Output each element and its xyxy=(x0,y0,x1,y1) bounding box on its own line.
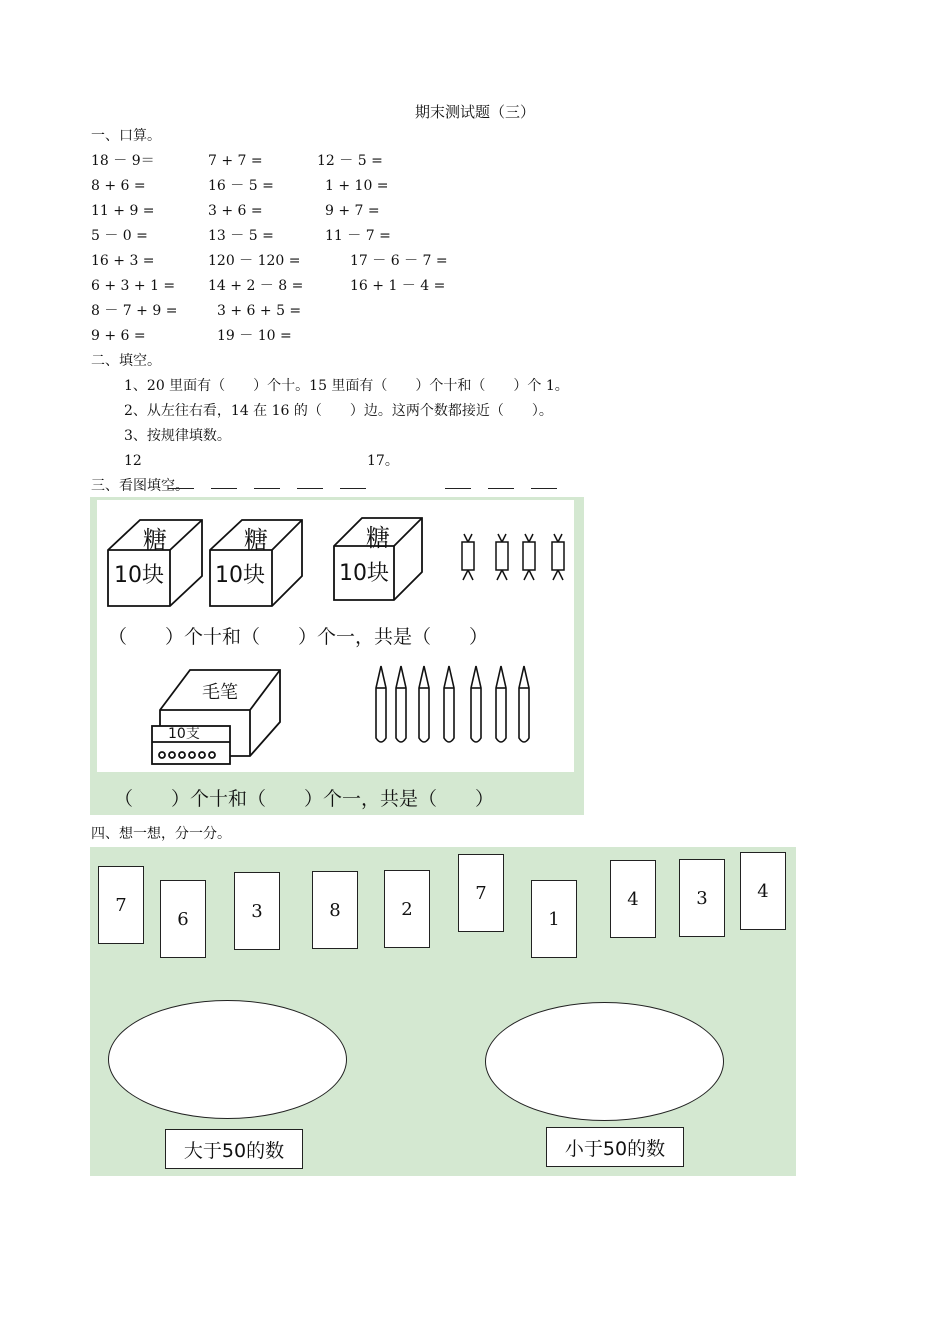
brush-count: 10支 xyxy=(168,726,200,742)
calc-item: 9 + 6 = xyxy=(91,328,146,344)
calc-item: 3 + 6 = xyxy=(208,203,263,219)
greater-than-50-area[interactable] xyxy=(108,1000,347,1119)
candy-char-2: 糖 xyxy=(244,526,268,554)
number-card[interactable]: 7 xyxy=(458,854,504,932)
answer-blank[interactable] xyxy=(297,476,323,489)
sequence-blanks-1 xyxy=(158,455,383,493)
calc-item: 120 － 120 = xyxy=(208,253,301,269)
calc-item: 16 + 3 = xyxy=(91,253,155,269)
loose-brushes xyxy=(376,666,529,742)
number-card[interactable]: 2 xyxy=(384,870,430,948)
less-than-50-area[interactable] xyxy=(485,1002,724,1121)
sequence-start: 12 xyxy=(124,453,142,469)
greater-than-50-label: 大于50的数 xyxy=(165,1129,303,1169)
answer-blank[interactable] xyxy=(211,476,237,489)
calc-item: 8 + 6 = xyxy=(91,178,146,194)
answer-blank[interactable] xyxy=(488,476,514,489)
picture-answer-line-2[interactable]: （ ）个十和（ ）个一，共是（ ） xyxy=(114,788,495,810)
number-card[interactable]: 6 xyxy=(160,880,206,958)
calc-item: 19 － 10 = xyxy=(217,328,292,344)
sequence-blanks-2 xyxy=(435,455,574,493)
calc-item: 7 + 7 = xyxy=(208,153,263,169)
page-title: 期末测试题（三） xyxy=(414,103,535,121)
calc-item: 6 + 3 + 1 = xyxy=(91,278,176,294)
calc-item: 17 － 6 － 7 = xyxy=(350,253,448,269)
brush-illustration xyxy=(140,660,560,770)
fill-question-2: 2、从左往右看，14 在 16 的（ ）边。这两个数都接近（ ）。 xyxy=(124,403,553,419)
calc-item: 5 － 0 = xyxy=(91,228,148,244)
calc-item: 11 + 9 = xyxy=(91,203,155,219)
calc-item: 16 － 5 = xyxy=(208,178,274,194)
calc-item: 12 － 5 = xyxy=(317,153,383,169)
loose-candies xyxy=(462,534,564,580)
calc-item: 3 + 6 + 5 = xyxy=(217,303,302,319)
candy-count-2: 10块 xyxy=(215,563,265,588)
calc-item: 16 + 1 － 4 = xyxy=(350,278,446,294)
answer-blank[interactable] xyxy=(445,476,471,489)
calc-item: 11 － 7 = xyxy=(325,228,391,244)
sequence-mid: 17。 xyxy=(367,453,399,469)
section-heading-sort: 四、想一想，分一分。 xyxy=(91,826,231,842)
section-heading-mental-math: 一、口算。 xyxy=(91,128,161,144)
answer-blank[interactable] xyxy=(531,476,557,489)
calc-item: 9 + 7 = xyxy=(325,203,380,219)
number-card[interactable]: 7 xyxy=(98,866,144,944)
calc-item: 18 － 9＝ xyxy=(91,153,155,169)
answer-blank[interactable] xyxy=(254,476,280,489)
candy-count-1: 10块 xyxy=(114,563,164,588)
fill-question-3: 3、按规律填数。 xyxy=(124,428,231,444)
number-card[interactable]: 3 xyxy=(679,859,725,937)
candy-char-1: 糖 xyxy=(143,526,167,554)
section-heading-fill-blanks: 二、填空。 xyxy=(91,353,161,369)
candy-count-3: 10块 xyxy=(339,561,389,586)
answer-blank[interactable] xyxy=(340,476,366,489)
number-card[interactable]: 4 xyxy=(610,860,656,938)
number-card[interactable]: 4 xyxy=(740,852,786,930)
number-card[interactable]: 3 xyxy=(234,872,280,950)
brush-label: 毛笔 xyxy=(202,682,238,703)
calc-item: 8 － 7 + 9 = xyxy=(91,303,178,319)
calc-item: 14 + 2 － 8 = xyxy=(208,278,304,294)
section-heading-picture-fill: 三、看图填空。 xyxy=(91,478,189,494)
number-card[interactable]: 8 xyxy=(312,871,358,949)
calc-item: 1 + 10 = xyxy=(325,178,389,194)
candy-char-3: 糖 xyxy=(366,524,390,552)
number-card[interactable]: 1 xyxy=(531,880,577,958)
less-than-50-label: 小于50的数 xyxy=(546,1127,684,1167)
fill-question-1: 1、20 里面有（ ）个十。15 里面有（ ）个十和（ ）个 1。 xyxy=(124,378,569,394)
calc-item: 13 － 5 = xyxy=(208,228,274,244)
picture-answer-line-1[interactable]: （ ）个十和（ ）个一，共是（ ） xyxy=(108,626,489,648)
